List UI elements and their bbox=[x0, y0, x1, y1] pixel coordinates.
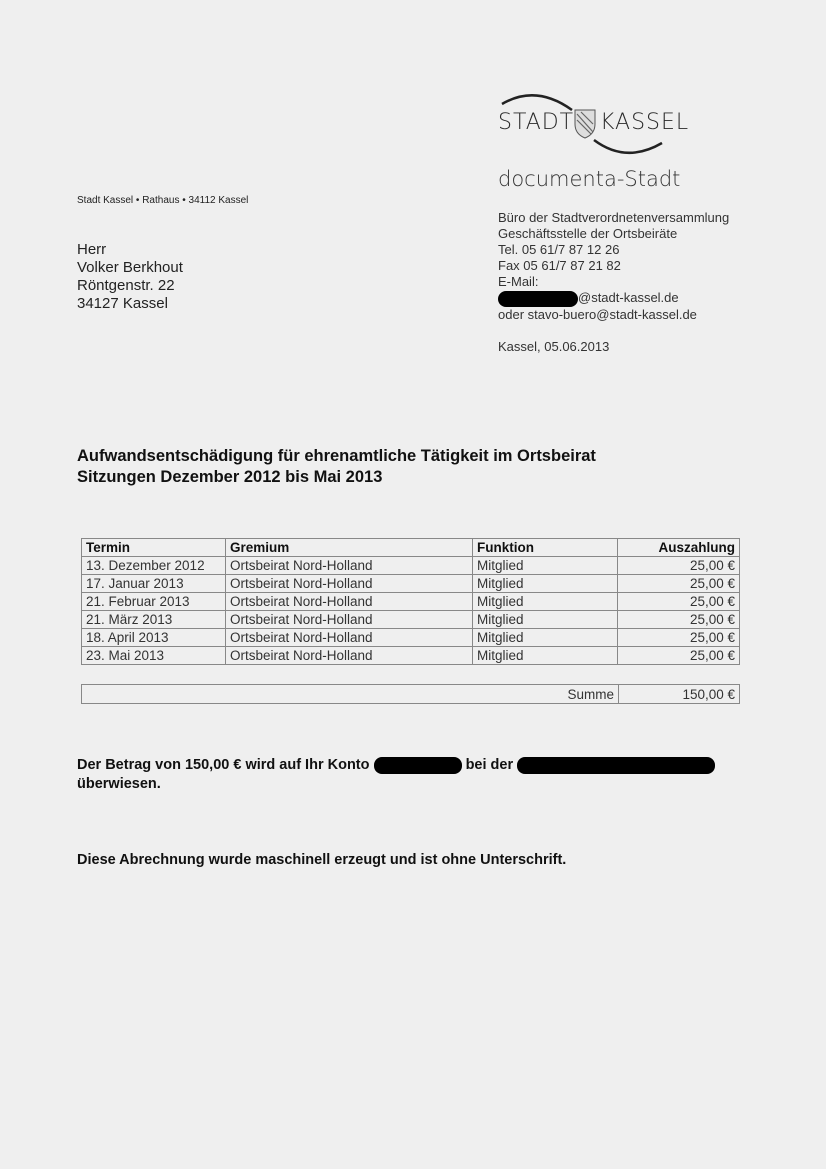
cell-termin: 17. Januar 2013 bbox=[82, 575, 226, 593]
cell-termin: 21. März 2013 bbox=[82, 611, 226, 629]
table-header-row bbox=[82, 539, 740, 557]
cell-gremium: Ortsbeirat Nord-Holland bbox=[226, 593, 473, 611]
table-row bbox=[82, 575, 740, 593]
tagline: documenta-Stadt bbox=[498, 167, 681, 191]
cell-gremium: Ortsbeirat Nord-Holland bbox=[226, 647, 473, 665]
sum-value: 150,00 € bbox=[619, 685, 740, 704]
cell-auszahlung: 25,00 € bbox=[618, 629, 740, 647]
office-line: Fax 05 61/7 87 21 82 bbox=[498, 258, 621, 273]
payment-text-3: überwiesen. bbox=[77, 776, 161, 792]
cell-funktion: Mitglied bbox=[473, 629, 618, 647]
cell-termin: 18. April 2013 bbox=[82, 629, 226, 647]
office-line: Büro der Stadtverordnetenversammlung bbox=[498, 210, 730, 225]
header-funktion: Funktion bbox=[473, 539, 618, 557]
logo-text-kassel: KASSEL bbox=[600, 110, 690, 135]
email-alt: oder stavo-buero@stadt-kassel.de bbox=[498, 306, 697, 322]
table-row bbox=[82, 629, 740, 647]
payment-paragraph bbox=[77, 756, 757, 794]
city-logo bbox=[496, 88, 696, 160]
sum-row bbox=[82, 685, 740, 704]
cell-gremium: Ortsbeirat Nord-Holland bbox=[226, 629, 473, 647]
cell-funktion: Mitglied bbox=[473, 647, 618, 665]
address-line: Herr bbox=[77, 241, 107, 258]
cell-auszahlung: 25,00 € bbox=[618, 593, 740, 611]
logo-text-stadt: STADT bbox=[498, 110, 575, 135]
coat-of-arms-icon bbox=[575, 110, 595, 138]
cell-auszahlung: 25,00 € bbox=[618, 611, 740, 629]
subject-line: Sitzungen Dezember 2012 bis Mai 2013 bbox=[77, 468, 383, 486]
cell-funktion: Mitglied bbox=[473, 575, 618, 593]
redaction-bar bbox=[374, 757, 462, 774]
table-row bbox=[82, 557, 740, 575]
header-gremium: Gremium bbox=[226, 539, 473, 557]
redaction-bar bbox=[498, 291, 578, 307]
cell-auszahlung: 25,00 € bbox=[618, 557, 740, 575]
cell-funktion: Mitglied bbox=[473, 557, 618, 575]
address-line: 34127 Kassel bbox=[77, 295, 168, 312]
header-auszahlung: Auszahlung bbox=[618, 539, 740, 557]
payment-text-2: bei der bbox=[465, 757, 514, 773]
office-line: E-Mail: bbox=[498, 274, 539, 289]
office-info bbox=[498, 210, 729, 355]
recipient-address bbox=[77, 241, 183, 313]
letter-date: Kassel, 05.06.2013 bbox=[498, 338, 610, 354]
footer-note: Diese Abrechnung wurde maschinell erzeugt und ist ohne Unterschrift. bbox=[77, 852, 567, 868]
cell-auszahlung: 25,00 € bbox=[618, 575, 740, 593]
cell-gremium: Ortsbeirat Nord-Holland bbox=[226, 611, 473, 629]
cell-funktion: Mitglied bbox=[473, 593, 618, 611]
subject-line: Aufwandsentschädigung für ehrenamtliche Tätigkeit im Ortsbeirat bbox=[77, 447, 596, 465]
payment-text-1: Der Betrag von 150,00 € wird auf Ihr Konto bbox=[77, 757, 370, 773]
cell-gremium: Ortsbeirat Nord-Holland bbox=[226, 575, 473, 593]
address-line: Röntgenstr. 22 bbox=[77, 277, 175, 294]
sum-table bbox=[81, 684, 740, 704]
cell-gremium: Ortsbeirat Nord-Holland bbox=[226, 557, 473, 575]
cell-funktion: Mitglied bbox=[473, 611, 618, 629]
payment-table bbox=[81, 538, 740, 665]
office-line: Tel. 05 61/7 87 12 26 bbox=[498, 242, 620, 257]
sum-label: Summe bbox=[82, 685, 619, 704]
cell-termin: 13. Dezember 2012 bbox=[82, 557, 226, 575]
table-row bbox=[82, 647, 740, 665]
email-domain: @stadt-kassel.de bbox=[578, 290, 679, 305]
table-row bbox=[82, 593, 740, 611]
header-termin: Termin bbox=[82, 539, 226, 557]
redaction-bar bbox=[517, 757, 715, 774]
address-line: Volker Berkhout bbox=[77, 259, 183, 276]
cell-termin: 21. Februar 2013 bbox=[82, 593, 226, 611]
cell-termin: 23. Mai 2013 bbox=[82, 647, 226, 665]
office-line: Geschäftsstelle der Ortsbeiräte bbox=[498, 226, 678, 241]
table-row bbox=[82, 611, 740, 629]
subject bbox=[77, 446, 596, 488]
cell-auszahlung: 25,00 € bbox=[618, 647, 740, 665]
sender-line: Stadt Kassel • Rathaus • 34112 Kassel bbox=[77, 195, 249, 206]
